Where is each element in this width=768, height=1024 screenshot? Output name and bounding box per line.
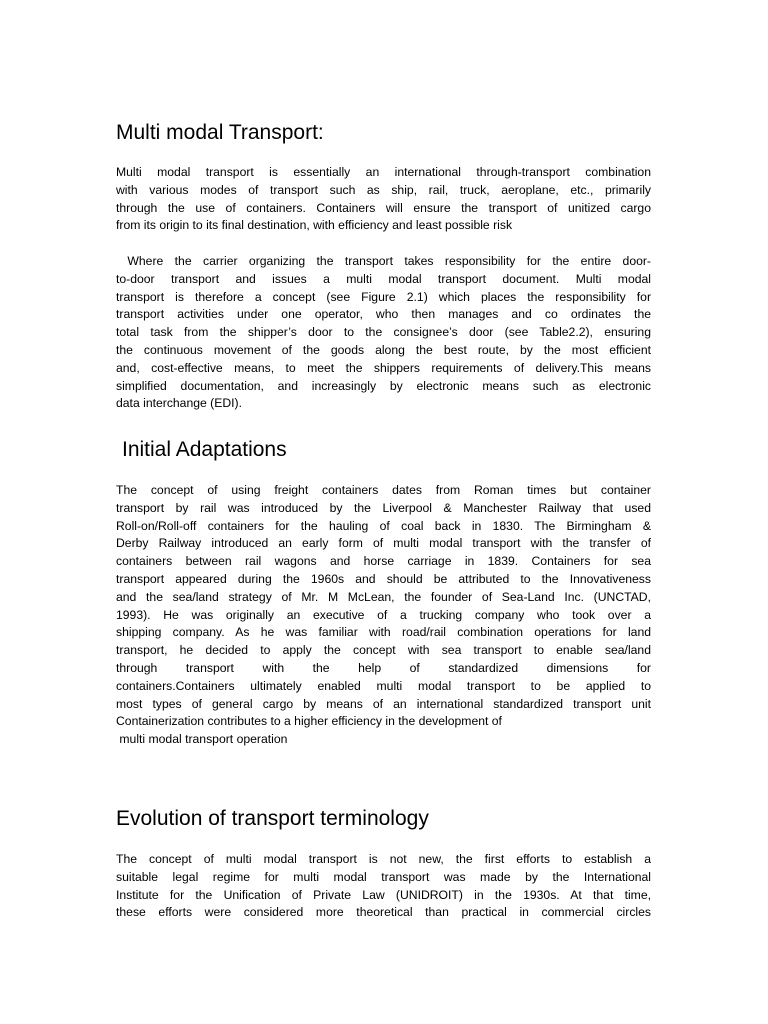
text-line: transport appeared during the 1960s and should be attributed to the Innovativeness [116, 571, 651, 586]
text-line: The concept of using freight containers dates from Roman times but container [116, 483, 651, 497]
text-line: these efforts were considered more theoretical than practical in commercial circles [116, 905, 651, 920]
text-line: Multi modal transport is essentially an international through-transport combination [116, 165, 651, 179]
heading-multi-modal-transport: Multi modal Transport: [116, 121, 324, 144]
paragraph [116, 482, 651, 749]
text-line: multi modal transport operation [116, 732, 288, 747]
text-line: through the use of containers. Containers will ensure the transport of unitized cargo [116, 200, 651, 215]
text-line: Institute for the Unification of Private Law (UNIDROIT) in the 1930s. At that time, [116, 887, 651, 902]
paragraph [116, 164, 651, 235]
text-line: and the sea/land strategy of Mr. M McLean, the founder of Sea-Land Inc. (UNCTAD, [116, 589, 651, 604]
text-line: Roll-on/Roll-off containers for the hauling of coal back in 1830. The Birmingham & [116, 518, 651, 533]
text-line: to-door transport and issues a multi modal transport document. Multi modal [116, 271, 651, 286]
text-line: total task from the shipper’s door to the consignee’s door (see Table2.2), ensuring [116, 325, 651, 340]
text-line: most types of general cargo by means of an international standardized transport unit [116, 696, 651, 711]
text-line: and, cost-effective means, to meet the shippers requirements of delivery.This means [116, 360, 651, 375]
text-line: suitable legal regime for multi modal transport was made by the International [116, 869, 651, 884]
text-line: containers.Containers ultimately enabled multi modal transport to be applied to [116, 678, 651, 693]
text-line: shipping company. As he was familiar with road/rail combination operations for land [116, 625, 651, 640]
paragraph [116, 851, 651, 922]
text-line: The concept of multi modal transport is not new, the first efforts to establish a [116, 852, 651, 866]
text-line: from its origin to its final destination, with efficiency and least possible risk [116, 218, 513, 233]
heading-evolution-of-transport-terminology: Evolution of transport terminology [116, 807, 429, 830]
text-line: simplified documentation, and increasingly by electronic means such as electronic [116, 378, 651, 393]
text-line: Where the carrier organizing the transport takes responsibility for the entire door- [116, 254, 651, 268]
text-line: with various modes of transport such as ship, rail, truck, aeroplane, etc., primarily [116, 182, 651, 197]
text-line: Containerization contributes to a higher efficiency in the development of [116, 714, 502, 729]
text-line: containers between rail wagons and horse carriage in 1839. Containers for sea [116, 554, 651, 569]
text-line: transport activities under one operator, who then manages and co ordinates the [116, 307, 651, 322]
text-line: 1993). He was originally an executive of a trucking company who took over a [116, 607, 651, 622]
heading-initial-adaptations: Initial Adaptations [122, 438, 287, 461]
text-line: the continuous movement of the goods along the best route, by the most efficient [116, 342, 651, 357]
text-line: data interchange (EDI). [116, 396, 243, 411]
text-line: transport, he decided to apply the concept with sea transport to enable sea/land [116, 643, 651, 658]
text-line: through transport with the help of standardized dimensions for [116, 660, 651, 675]
text-line: transport is therefore a concept (see Figure 2.1) which places the responsibility for [116, 289, 651, 304]
text-line: Derby Railway introduced an early form of multi modal transport with the transfer of [116, 536, 651, 551]
text-line: transport by rail was introduced by the Liverpool & Manchester Railway that used [116, 500, 651, 515]
paragraph [116, 253, 651, 413]
